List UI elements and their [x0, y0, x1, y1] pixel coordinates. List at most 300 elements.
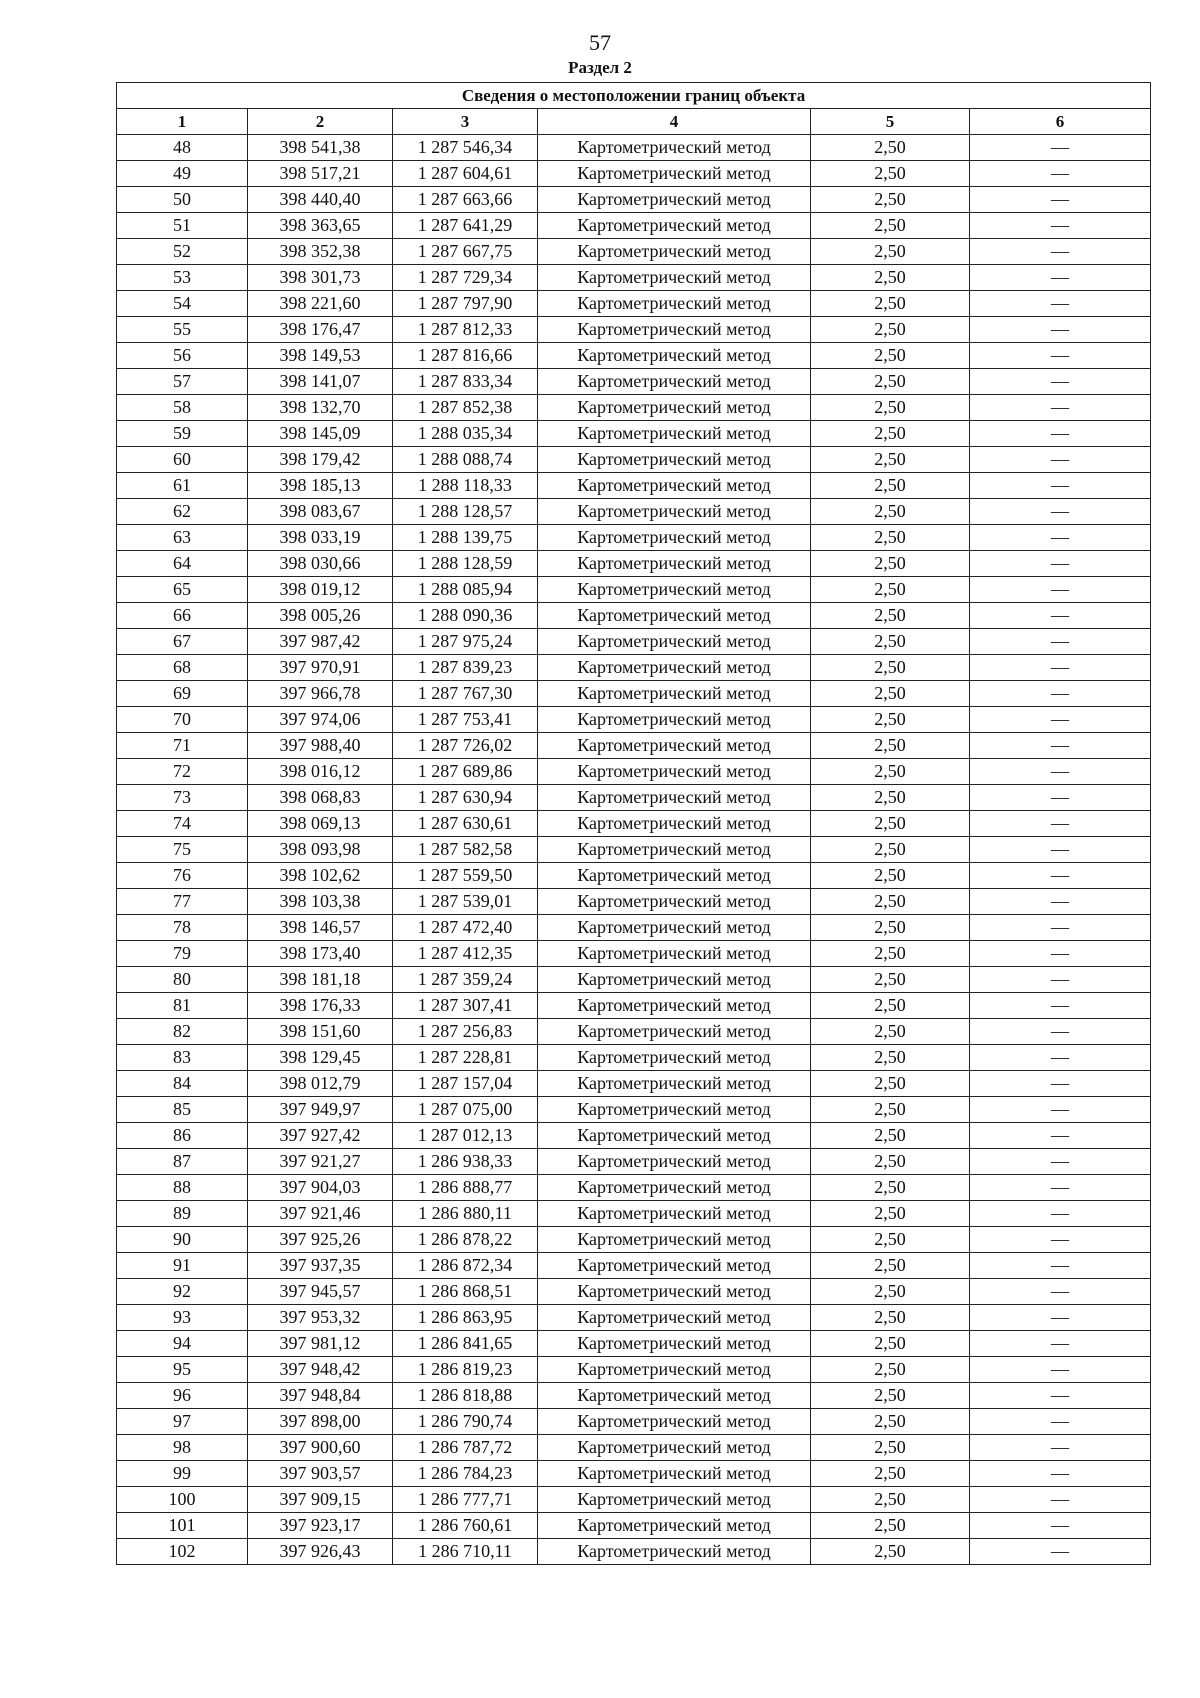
accuracy-cell: 2,50: [811, 1175, 970, 1201]
method-cell: Картометрический метод: [538, 525, 811, 551]
method-cell: Картометрический метод: [538, 265, 811, 291]
accuracy-cell: 2,50: [811, 473, 970, 499]
point-number-cell: 49: [117, 161, 248, 187]
point-number-cell: 69: [117, 681, 248, 707]
table-row: [117, 577, 1151, 603]
accuracy-cell: 2,50: [811, 161, 970, 187]
accuracy-cell: 2,50: [811, 1513, 970, 1539]
table-row: [117, 499, 1151, 525]
section-title: Раздел 2: [568, 58, 632, 77]
table-row: [117, 1435, 1151, 1461]
table-row: [117, 941, 1151, 967]
x-coordinate-cell: 398 141,07: [248, 369, 393, 395]
method-cell: Картометрический метод: [538, 811, 811, 837]
method-cell: Картометрический метод: [538, 837, 811, 863]
x-coordinate-cell: 397 953,32: [248, 1305, 393, 1331]
point-number-cell: 67: [117, 629, 248, 655]
table-row: [117, 447, 1151, 473]
point-number-cell: 68: [117, 655, 248, 681]
accuracy-cell: 2,50: [811, 265, 970, 291]
point-number-cell: 52: [117, 239, 248, 265]
y-coordinate-cell: 1 287 307,41: [393, 993, 538, 1019]
table-row: [117, 265, 1151, 291]
column-header: 1: [117, 109, 248, 135]
y-coordinate-cell: 1 287 256,83: [393, 1019, 538, 1045]
point-number-cell: 78: [117, 915, 248, 941]
accuracy-cell: 2,50: [811, 1539, 970, 1565]
x-coordinate-cell: 397 966,78: [248, 681, 393, 707]
y-coordinate-cell: 1 287 472,40: [393, 915, 538, 941]
y-coordinate-cell: 1 287 075,00: [393, 1097, 538, 1123]
note-cell: —: [970, 473, 1151, 499]
accuracy-cell: 2,50: [811, 187, 970, 213]
method-cell: Картометрический метод: [538, 603, 811, 629]
method-cell: Картометрический метод: [538, 551, 811, 577]
accuracy-cell: 2,50: [811, 993, 970, 1019]
table-row: [117, 161, 1151, 187]
note-cell: —: [970, 1435, 1151, 1461]
table-row: [117, 239, 1151, 265]
y-coordinate-cell: 1 287 753,41: [393, 707, 538, 733]
accuracy-cell: 2,50: [811, 551, 970, 577]
note-cell: —: [970, 603, 1151, 629]
accuracy-cell: 2,50: [811, 889, 970, 915]
accuracy-cell: 2,50: [811, 733, 970, 759]
accuracy-cell: 2,50: [811, 1227, 970, 1253]
method-cell: Картометрический метод: [538, 1201, 811, 1227]
method-cell: Картометрический метод: [538, 343, 811, 369]
x-coordinate-cell: 398 149,53: [248, 343, 393, 369]
y-coordinate-cell: 1 287 852,38: [393, 395, 538, 421]
y-coordinate-cell: 1 286 760,61: [393, 1513, 538, 1539]
method-cell: Картометрический метод: [538, 967, 811, 993]
x-coordinate-cell: 398 145,09: [248, 421, 393, 447]
y-coordinate-cell: 1 287 546,34: [393, 135, 538, 161]
y-coordinate-cell: 1 286 790,74: [393, 1409, 538, 1435]
accuracy-cell: 2,50: [811, 395, 970, 421]
method-cell: Картометрический метод: [538, 759, 811, 785]
table-row: [117, 681, 1151, 707]
point-number-cell: 63: [117, 525, 248, 551]
table-row: [117, 1149, 1151, 1175]
accuracy-cell: 2,50: [811, 1201, 970, 1227]
point-number-cell: 101: [117, 1513, 248, 1539]
method-cell: Картометрический метод: [538, 1123, 811, 1149]
note-cell: —: [970, 1175, 1151, 1201]
point-number-cell: 86: [117, 1123, 248, 1149]
y-coordinate-cell: 1 287 767,30: [393, 681, 538, 707]
note-cell: —: [970, 707, 1151, 733]
table-row: [117, 317, 1151, 343]
point-number-cell: 95: [117, 1357, 248, 1383]
method-cell: Картометрический метод: [538, 1513, 811, 1539]
y-coordinate-cell: 1 287 667,75: [393, 239, 538, 265]
note-cell: —: [970, 967, 1151, 993]
x-coordinate-cell: 398 221,60: [248, 291, 393, 317]
y-coordinate-cell: 1 286 868,51: [393, 1279, 538, 1305]
accuracy-cell: 2,50: [811, 1409, 970, 1435]
table-row: [117, 343, 1151, 369]
note-cell: —: [970, 1383, 1151, 1409]
note-cell: —: [970, 1331, 1151, 1357]
accuracy-cell: 2,50: [811, 1435, 970, 1461]
x-coordinate-cell: 398 363,65: [248, 213, 393, 239]
note-cell: —: [970, 915, 1151, 941]
accuracy-cell: 2,50: [811, 447, 970, 473]
method-cell: Картометрический метод: [538, 629, 811, 655]
y-coordinate-cell: 1 287 641,29: [393, 213, 538, 239]
method-cell: Картометрический метод: [538, 1071, 811, 1097]
note-cell: —: [970, 551, 1151, 577]
method-cell: Картометрический метод: [538, 1227, 811, 1253]
method-cell: Картометрический метод: [538, 421, 811, 447]
note-cell: —: [970, 1071, 1151, 1097]
y-coordinate-cell: 1 287 012,13: [393, 1123, 538, 1149]
point-number-cell: 59: [117, 421, 248, 447]
note-cell: —: [970, 1097, 1151, 1123]
note-cell: —: [970, 317, 1151, 343]
y-coordinate-cell: 1 287 630,94: [393, 785, 538, 811]
table-row: [117, 707, 1151, 733]
table-row: [117, 1357, 1151, 1383]
y-coordinate-cell: 1 286 841,65: [393, 1331, 538, 1357]
method-cell: Картометрический метод: [538, 993, 811, 1019]
method-cell: Картометрический метод: [538, 395, 811, 421]
method-cell: Картометрический метод: [538, 213, 811, 239]
table-row: [117, 473, 1151, 499]
accuracy-cell: 2,50: [811, 1279, 970, 1305]
accuracy-cell: 2,50: [811, 1305, 970, 1331]
table-row: [117, 759, 1151, 785]
y-coordinate-cell: 1 286 938,33: [393, 1149, 538, 1175]
y-coordinate-cell: 1 286 777,71: [393, 1487, 538, 1513]
x-coordinate-cell: 397 909,15: [248, 1487, 393, 1513]
y-coordinate-cell: 1 287 630,61: [393, 811, 538, 837]
y-coordinate-cell: 1 288 128,59: [393, 551, 538, 577]
accuracy-cell: 2,50: [811, 863, 970, 889]
x-coordinate-cell: 398 033,19: [248, 525, 393, 551]
x-coordinate-cell: 397 987,42: [248, 629, 393, 655]
page-number: 57: [589, 30, 611, 55]
y-coordinate-cell: 1 287 539,01: [393, 889, 538, 915]
note-cell: —: [970, 1305, 1151, 1331]
point-number-cell: 85: [117, 1097, 248, 1123]
note-cell: —: [970, 1045, 1151, 1071]
method-cell: Картометрический метод: [538, 1253, 811, 1279]
x-coordinate-cell: 398 132,70: [248, 395, 393, 421]
table-row: [117, 213, 1151, 239]
table-row: [117, 837, 1151, 863]
y-coordinate-cell: 1 286 787,72: [393, 1435, 538, 1461]
note-cell: —: [970, 889, 1151, 915]
x-coordinate-cell: 397 945,57: [248, 1279, 393, 1305]
table-row: [117, 1279, 1151, 1305]
x-coordinate-cell: 398 517,21: [248, 161, 393, 187]
y-coordinate-cell: 1 287 412,35: [393, 941, 538, 967]
table-row: [117, 889, 1151, 915]
x-coordinate-cell: 397 921,27: [248, 1149, 393, 1175]
y-coordinate-cell: 1 287 833,34: [393, 369, 538, 395]
table-row: [117, 1253, 1151, 1279]
accuracy-cell: 2,50: [811, 1019, 970, 1045]
x-coordinate-cell: 397 904,03: [248, 1175, 393, 1201]
method-cell: Картометрический метод: [538, 1331, 811, 1357]
y-coordinate-cell: 1 286 863,95: [393, 1305, 538, 1331]
table-row: [117, 1409, 1151, 1435]
note-cell: —: [970, 1227, 1151, 1253]
y-coordinate-cell: 1 286 888,77: [393, 1175, 538, 1201]
column-header: 2: [248, 109, 393, 135]
point-number-cell: 102: [117, 1539, 248, 1565]
x-coordinate-cell: 397 974,06: [248, 707, 393, 733]
point-number-cell: 51: [117, 213, 248, 239]
y-coordinate-cell: 1 287 816,66: [393, 343, 538, 369]
method-cell: Картометрический метод: [538, 1539, 811, 1565]
y-coordinate-cell: 1 287 604,61: [393, 161, 538, 187]
table-row: [117, 1201, 1151, 1227]
method-cell: Картометрический метод: [538, 1019, 811, 1045]
point-number-cell: 75: [117, 837, 248, 863]
point-number-cell: 70: [117, 707, 248, 733]
point-number-cell: 55: [117, 317, 248, 343]
y-coordinate-cell: 1 287 726,02: [393, 733, 538, 759]
point-number-cell: 76: [117, 863, 248, 889]
table-row: [117, 1487, 1151, 1513]
accuracy-cell: 2,50: [811, 1461, 970, 1487]
accuracy-cell: 2,50: [811, 1045, 970, 1071]
method-cell: Картометрический метод: [538, 1097, 811, 1123]
method-cell: Картометрический метод: [538, 239, 811, 265]
x-coordinate-cell: 397 988,40: [248, 733, 393, 759]
accuracy-cell: 2,50: [811, 1487, 970, 1513]
table-row: [117, 1123, 1151, 1149]
point-number-cell: 60: [117, 447, 248, 473]
method-cell: Картометрический метод: [538, 733, 811, 759]
y-coordinate-cell: 1 288 088,74: [393, 447, 538, 473]
y-coordinate-cell: 1 287 797,90: [393, 291, 538, 317]
note-cell: —: [970, 1409, 1151, 1435]
method-cell: Картометрический метод: [538, 135, 811, 161]
method-cell: Картометрический метод: [538, 1487, 811, 1513]
note-cell: —: [970, 239, 1151, 265]
table-row: [117, 1071, 1151, 1097]
note-cell: —: [970, 1123, 1151, 1149]
accuracy-cell: 2,50: [811, 291, 970, 317]
point-number-cell: 65: [117, 577, 248, 603]
column-header: 3: [393, 109, 538, 135]
x-coordinate-cell: 397 970,91: [248, 655, 393, 681]
method-cell: Картометрический метод: [538, 161, 811, 187]
point-number-cell: 73: [117, 785, 248, 811]
y-coordinate-cell: 1 288 035,34: [393, 421, 538, 447]
method-cell: Картометрический метод: [538, 941, 811, 967]
point-number-cell: 94: [117, 1331, 248, 1357]
point-number-cell: 54: [117, 291, 248, 317]
note-cell: —: [970, 447, 1151, 473]
x-coordinate-cell: 398 019,12: [248, 577, 393, 603]
accuracy-cell: 2,50: [811, 785, 970, 811]
accuracy-cell: 2,50: [811, 629, 970, 655]
column-number-row: [117, 109, 1151, 135]
accuracy-cell: 2,50: [811, 577, 970, 603]
accuracy-cell: 2,50: [811, 135, 970, 161]
y-coordinate-cell: 1 287 582,58: [393, 837, 538, 863]
point-number-cell: 82: [117, 1019, 248, 1045]
point-number-cell: 80: [117, 967, 248, 993]
note-cell: —: [970, 655, 1151, 681]
accuracy-cell: 2,50: [811, 1149, 970, 1175]
x-coordinate-cell: 397 903,57: [248, 1461, 393, 1487]
note-cell: —: [970, 863, 1151, 889]
table-row: [117, 1175, 1151, 1201]
table-row: [117, 291, 1151, 317]
note-cell: —: [970, 343, 1151, 369]
point-number-cell: 99: [117, 1461, 248, 1487]
note-cell: —: [970, 629, 1151, 655]
point-number-cell: 61: [117, 473, 248, 499]
point-number-cell: 91: [117, 1253, 248, 1279]
method-cell: Картометрический метод: [538, 499, 811, 525]
note-cell: —: [970, 785, 1151, 811]
accuracy-cell: 2,50: [811, 1123, 970, 1149]
x-coordinate-cell: 397 981,12: [248, 1331, 393, 1357]
point-number-cell: 100: [117, 1487, 248, 1513]
y-coordinate-cell: 1 287 157,04: [393, 1071, 538, 1097]
note-cell: —: [970, 369, 1151, 395]
accuracy-cell: 2,50: [811, 1253, 970, 1279]
table-caption: Сведения о местоположении границ объекта: [117, 83, 1151, 109]
point-number-cell: 71: [117, 733, 248, 759]
note-cell: —: [970, 811, 1151, 837]
table-row: [117, 1305, 1151, 1331]
x-coordinate-cell: 397 948,84: [248, 1383, 393, 1409]
method-cell: Картометрический метод: [538, 1045, 811, 1071]
accuracy-cell: 2,50: [811, 1071, 970, 1097]
point-number-cell: 58: [117, 395, 248, 421]
note-cell: —: [970, 187, 1151, 213]
method-cell: Картометрический метод: [538, 1383, 811, 1409]
note-cell: —: [970, 577, 1151, 603]
note-cell: —: [970, 395, 1151, 421]
note-cell: —: [970, 1201, 1151, 1227]
note-cell: —: [970, 1019, 1151, 1045]
x-coordinate-cell: 398 181,18: [248, 967, 393, 993]
x-coordinate-cell: 398 012,79: [248, 1071, 393, 1097]
note-cell: —: [970, 135, 1151, 161]
point-number-cell: 53: [117, 265, 248, 291]
note-cell: —: [970, 161, 1151, 187]
table-row: [117, 785, 1151, 811]
table-row: [117, 1045, 1151, 1071]
accuracy-cell: 2,50: [811, 603, 970, 629]
x-coordinate-cell: 398 301,73: [248, 265, 393, 291]
method-cell: Картометрический метод: [538, 473, 811, 499]
table-row: [117, 1227, 1151, 1253]
method-cell: Картометрический метод: [538, 1357, 811, 1383]
note-cell: —: [970, 1513, 1151, 1539]
y-coordinate-cell: 1 287 228,81: [393, 1045, 538, 1071]
x-coordinate-cell: 397 921,46: [248, 1201, 393, 1227]
method-cell: Картометрический метод: [538, 655, 811, 681]
point-number-cell: 87: [117, 1149, 248, 1175]
x-coordinate-cell: 398 541,38: [248, 135, 393, 161]
table-row: [117, 187, 1151, 213]
point-number-cell: 90: [117, 1227, 248, 1253]
x-coordinate-cell: 398 440,40: [248, 187, 393, 213]
note-cell: —: [970, 1487, 1151, 1513]
point-number-cell: 98: [117, 1435, 248, 1461]
note-cell: —: [970, 213, 1151, 239]
accuracy-cell: 2,50: [811, 811, 970, 837]
x-coordinate-cell: 398 146,57: [248, 915, 393, 941]
point-number-cell: 62: [117, 499, 248, 525]
y-coordinate-cell: 1 286 784,23: [393, 1461, 538, 1487]
table-row: [117, 655, 1151, 681]
table-row: [117, 603, 1151, 629]
point-number-cell: 83: [117, 1045, 248, 1071]
method-cell: Картометрический метод: [538, 1175, 811, 1201]
note-cell: —: [970, 421, 1151, 447]
table-row: [117, 421, 1151, 447]
accuracy-cell: 2,50: [811, 1331, 970, 1357]
note-cell: —: [970, 499, 1151, 525]
x-coordinate-cell: 398 083,67: [248, 499, 393, 525]
table-row: [117, 135, 1151, 161]
point-number-cell: 97: [117, 1409, 248, 1435]
note-cell: —: [970, 1357, 1151, 1383]
method-cell: Картометрический метод: [538, 317, 811, 343]
point-number-cell: 66: [117, 603, 248, 629]
y-coordinate-cell: 1 288 090,36: [393, 603, 538, 629]
x-coordinate-cell: 398 185,13: [248, 473, 393, 499]
table-row: [117, 811, 1151, 837]
accuracy-cell: 2,50: [811, 681, 970, 707]
note-cell: —: [970, 837, 1151, 863]
table-row: [117, 369, 1151, 395]
x-coordinate-cell: 397 900,60: [248, 1435, 393, 1461]
y-coordinate-cell: 1 286 710,11: [393, 1539, 538, 1565]
method-cell: Картометрический метод: [538, 863, 811, 889]
method-cell: Картометрический метод: [538, 1279, 811, 1305]
method-cell: Картометрический метод: [538, 707, 811, 733]
accuracy-cell: 2,50: [811, 915, 970, 941]
y-coordinate-cell: 1 287 729,34: [393, 265, 538, 291]
point-number-cell: 50: [117, 187, 248, 213]
method-cell: Картометрический метод: [538, 291, 811, 317]
x-coordinate-cell: 398 179,42: [248, 447, 393, 473]
accuracy-cell: 2,50: [811, 213, 970, 239]
accuracy-cell: 2,50: [811, 317, 970, 343]
accuracy-cell: 2,50: [811, 421, 970, 447]
caption-row: [117, 83, 1151, 109]
method-cell: Картометрический метод: [538, 1149, 811, 1175]
boundary-coordinates-table: [116, 82, 1151, 1565]
y-coordinate-cell: 1 286 872,34: [393, 1253, 538, 1279]
accuracy-cell: 2,50: [811, 1383, 970, 1409]
accuracy-cell: 2,50: [811, 655, 970, 681]
table-row: [117, 1331, 1151, 1357]
note-cell: —: [970, 733, 1151, 759]
accuracy-cell: 2,50: [811, 837, 970, 863]
point-number-cell: 93: [117, 1305, 248, 1331]
x-coordinate-cell: 398 030,66: [248, 551, 393, 577]
x-coordinate-cell: 398 005,26: [248, 603, 393, 629]
method-cell: Картометрический метод: [538, 447, 811, 473]
note-cell: —: [970, 681, 1151, 707]
accuracy-cell: 2,50: [811, 941, 970, 967]
table-row: [117, 1097, 1151, 1123]
point-number-cell: 88: [117, 1175, 248, 1201]
